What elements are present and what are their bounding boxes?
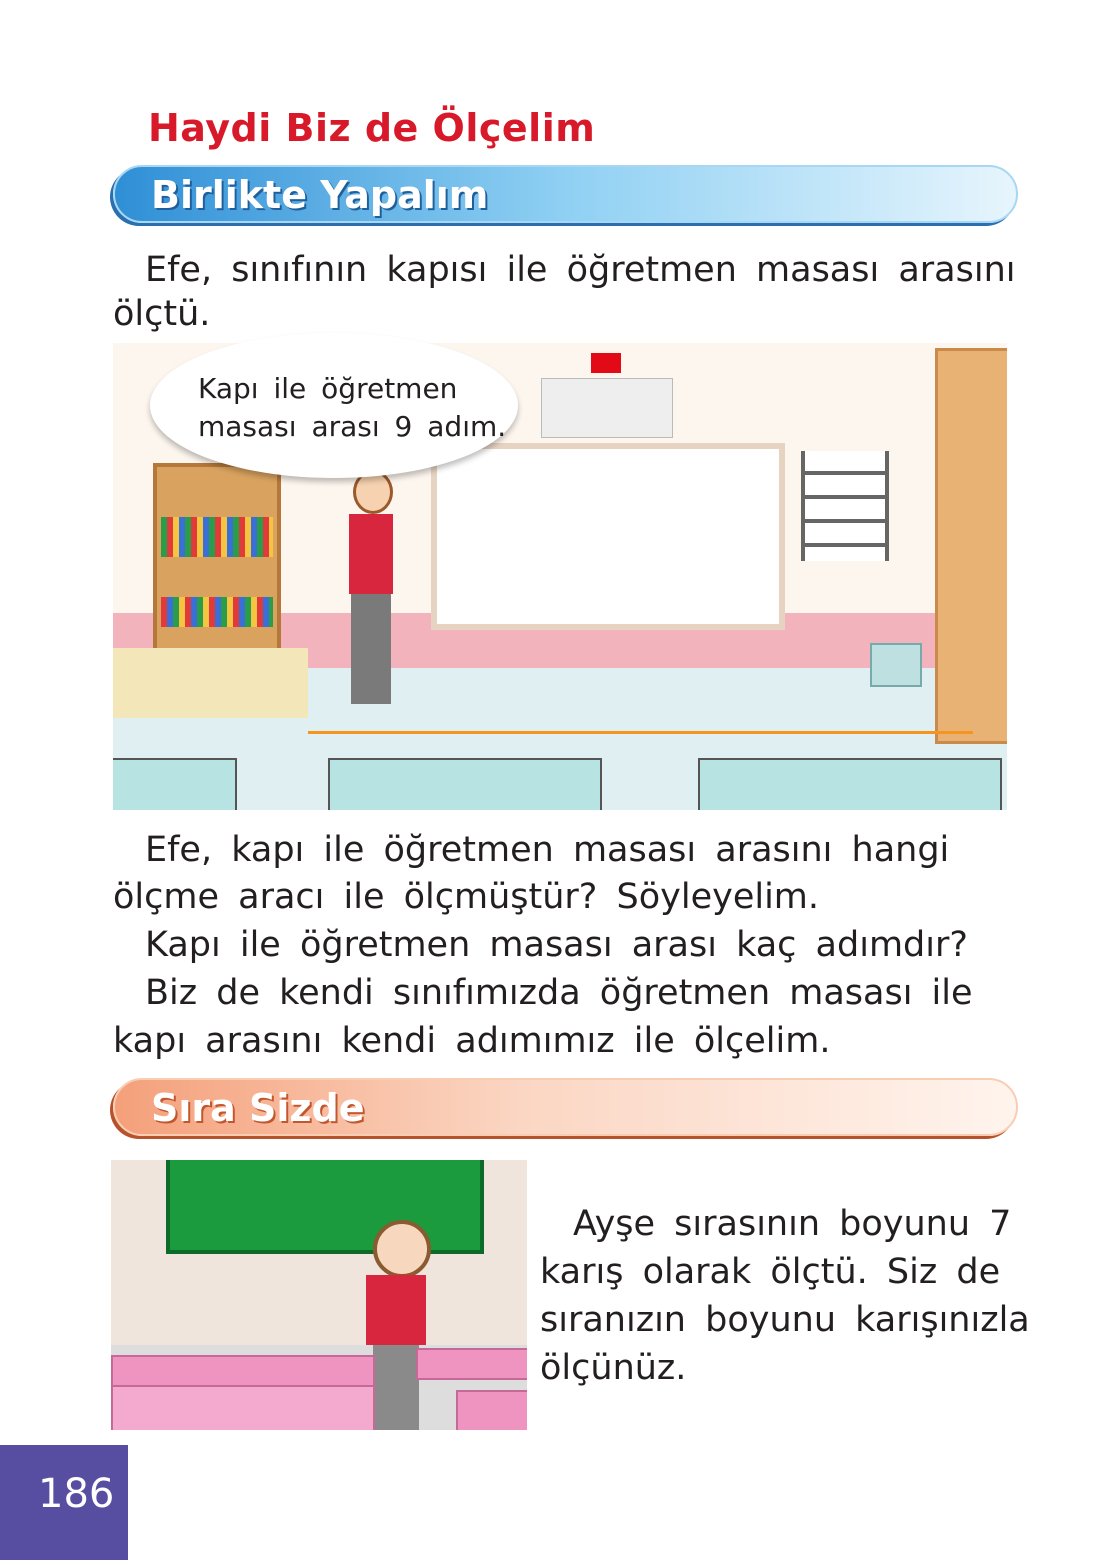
intro-line-1: Efe, sınıfının kapısı ile öğretmen masası arasını (145, 250, 1016, 290)
pink-desk (111, 1355, 375, 1389)
speech-bubble-text (198, 370, 506, 446)
girl-body (366, 1275, 426, 1345)
question-line-1: Efe, kapı ile öğretmen masası arasını hangi (145, 830, 950, 870)
question-line-4: Biz de kendi sınıfımızda öğretmen masası ile (145, 973, 973, 1013)
section-banner-birlikte-yapalim (113, 165, 1018, 223)
task-line-3: sıranızın boyunu karışınızla (540, 1300, 1030, 1340)
boy-efe-figure (345, 470, 405, 720)
door (935, 348, 1007, 744)
question-line-3: Kapı ile öğretmen masası arası kaç adımdır? (145, 925, 968, 965)
wall-bars (801, 451, 889, 561)
girl-measuring-desk-illustration (111, 1160, 527, 1430)
pink-desk (416, 1348, 527, 1380)
student-desk (328, 758, 602, 810)
flag-icon (591, 353, 621, 373)
girl-head (373, 1220, 431, 1278)
speech-line-2: masası arası 9 adım. (198, 410, 507, 443)
trash-bin (870, 643, 922, 687)
page-title: Haydi Biz de Ölçelim (148, 106, 596, 150)
page-number-box (0, 1445, 128, 1560)
intro-line-2: ölçtü. (113, 294, 211, 334)
whiteboard (431, 443, 785, 630)
teacher-desk (113, 648, 308, 718)
banner-label: Birlikte Yapalım (151, 173, 489, 217)
student-desk (698, 758, 1002, 810)
student-desk (113, 758, 237, 810)
task-line-2: karış olarak ölçtü. Siz de (540, 1252, 1001, 1292)
chalkboard (166, 1160, 484, 1254)
speech-line-1: Kapı ile öğretmen (198, 372, 458, 405)
task-line-4: ölçünüz. (540, 1348, 687, 1388)
measurement-line (308, 731, 973, 734)
question-line-2: ölçme aracı ile ölçmüştür? Söyleyelim. (113, 877, 820, 917)
task-line-1: Ayşe sırasının boyunu 7 (573, 1204, 1012, 1244)
banner-label: Sıra Sizde (151, 1086, 365, 1130)
page-number: 186 (38, 1471, 115, 1517)
question-line-5: kapı arasını kendi adımımız ile ölçelim. (113, 1021, 831, 1061)
posters (541, 378, 673, 438)
section-banner-sira-sizde (113, 1078, 1018, 1136)
